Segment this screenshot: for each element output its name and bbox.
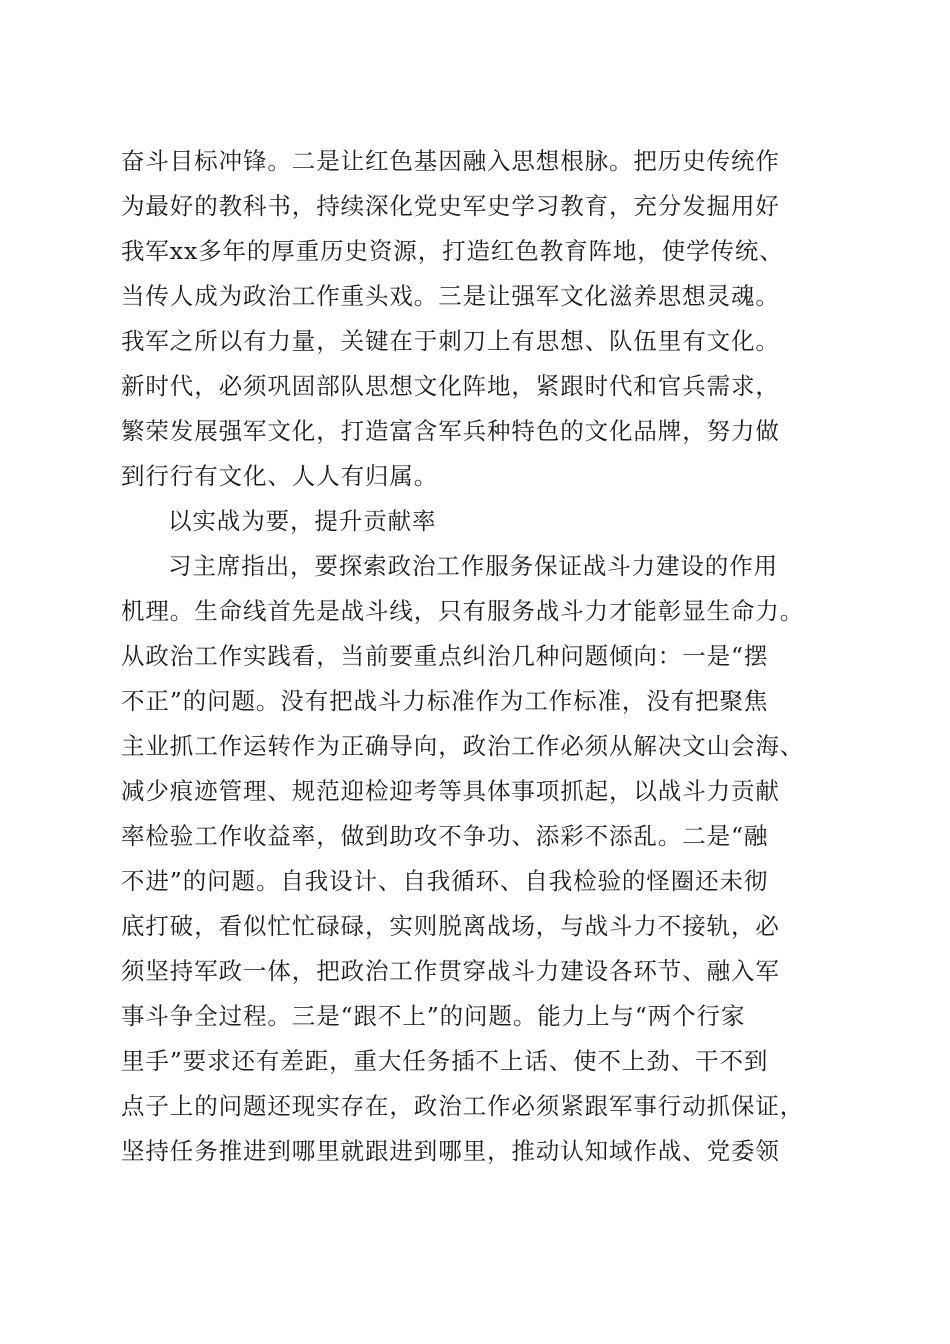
paragraph-1-line: 奋斗目标冲锋。二是让红色基因融入思想根脉。把历史传统作	[121, 147, 780, 175]
paragraph-2-line: 须坚持军政一体，把政治工作贯穿战斗力建设各环节、融入军	[121, 957, 780, 985]
paragraph-1-line: 我军之所以有力量，关键在于刺刀上有思想、队伍里有文化。	[121, 327, 780, 355]
paragraph-1-line: 新时代，必须巩固部队思想文化阵地，紧跟时代和官兵需求，	[121, 372, 780, 400]
paragraph-2-line: 机理。生命线首先是战斗线，只有服务战斗力才能彰显生命力。	[121, 597, 805, 625]
paragraph-2-line: 坚持任务推进到哪里就跟进到哪里，推动认知域作战、党委领	[121, 1137, 780, 1165]
paragraph-2-line: 主业抓工作运转作为正确导向，政治工作必须从解决文山会海、	[121, 732, 805, 760]
paragraph-1-line: 繁荣发展强军文化，打造富含军兵种特色的文化品牌，努力做	[121, 417, 780, 445]
paragraph-2-line: 事斗争全过程。三是“跟不上”的问题。能力上与“两个行家	[121, 1002, 746, 1030]
paragraph-1-line: 为最好的教科书，持续深化党史军史学习教育，充分发掘用好	[121, 192, 780, 220]
paragraph-2-line: 率检验工作收益率，做到助攻不争功、添彩不添乱。二是“融	[121, 822, 769, 850]
section-heading: 以实战为要，提升贡献率	[168, 507, 437, 535]
paragraph-2-line: 不正”的问题。没有把战斗力标准作为工作标准，没有把聚焦	[121, 687, 769, 715]
paragraph-2-line: 从政治工作实践看，当前要重点纠治几种问题倾向：一是“摆	[121, 642, 769, 670]
paragraph-2-line: 点子上的问题还现实存在，政治工作必须紧跟军事行动抓保证，	[121, 1092, 805, 1120]
paragraph-1-line: 到行行有文化、人人有归属。	[121, 462, 439, 490]
paragraph-2-line: 习主席指出，要探索政治工作服务保证战斗力建设的作用	[168, 552, 778, 580]
paragraph-2-line: 减少痕迹管理、规范迎检迎考等具体事项抓起，以战斗力贡献	[121, 777, 780, 805]
paragraph-2-line: 里手”要求还有差距，重大任务插不上话、使不上劲、干不到	[121, 1047, 769, 1075]
paragraph-1-line: 我军xx多年的厚重历史资源，打造红色教育阵地，使学传统、	[121, 237, 784, 265]
paragraph-2-line: 底打破，看似忙忙碌碌，实则脱离战场，与战斗力不接轨，必	[121, 912, 780, 940]
paragraph-2-line: 不进”的问题。自我设计、自我循环、自我检验的怪圈还未彻	[121, 867, 769, 895]
paragraph-1-line: 当传人成为政治工作重头戏。三是让强军文化滋养思想灵魂。	[121, 282, 780, 310]
